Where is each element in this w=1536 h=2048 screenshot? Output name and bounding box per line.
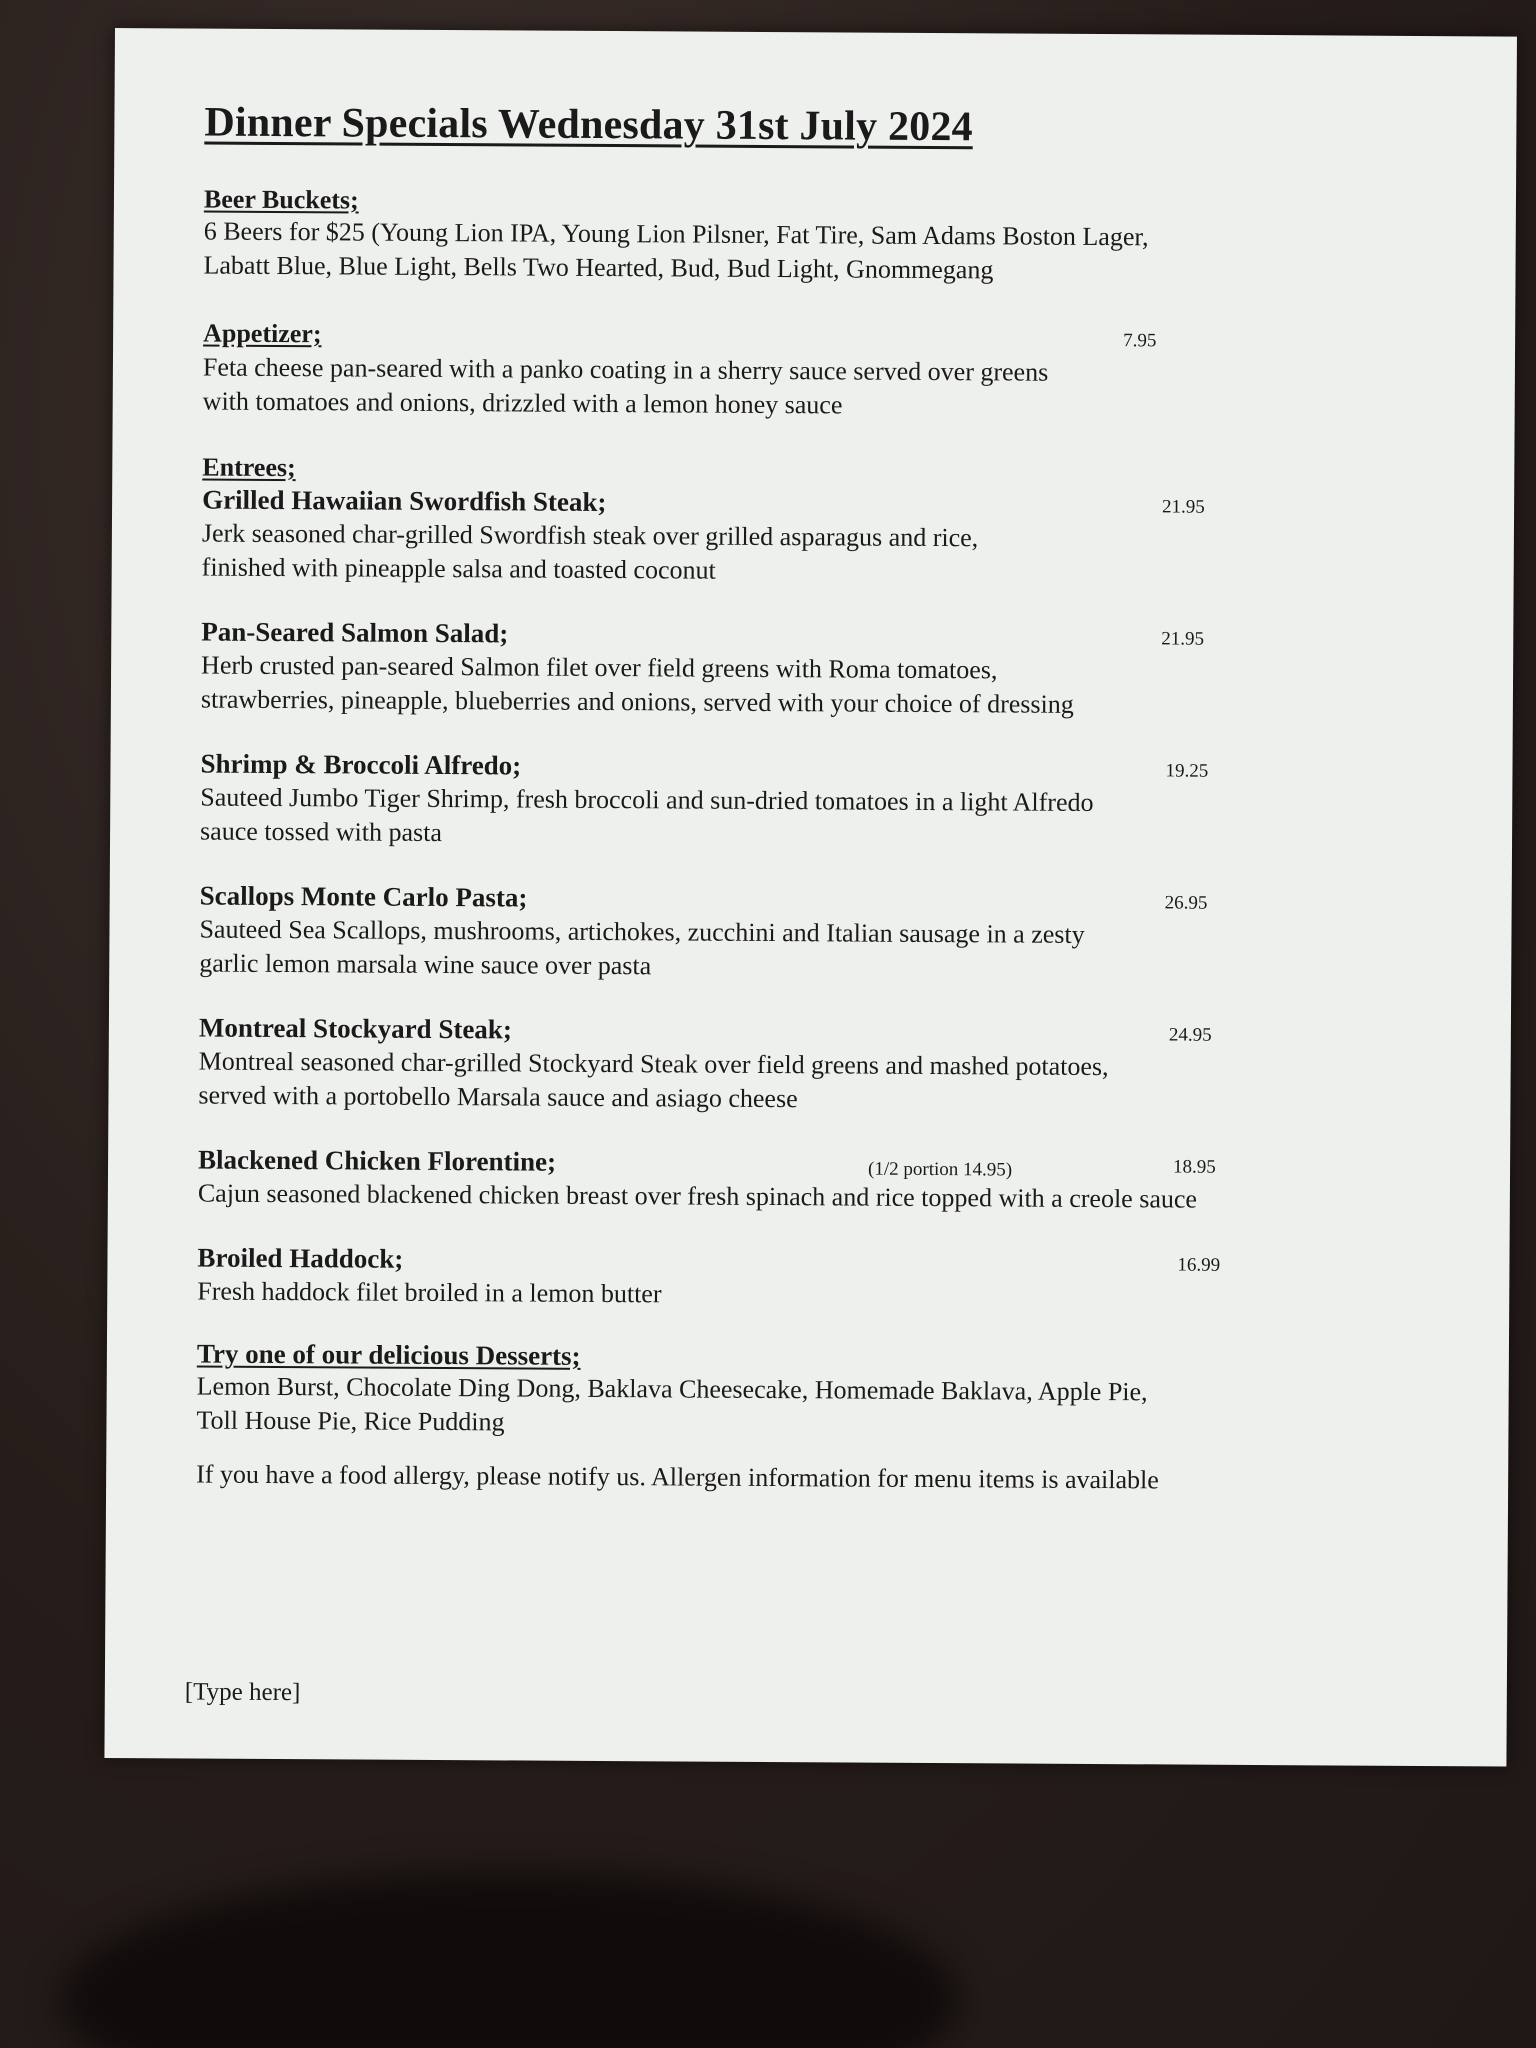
entree-name: Broiled Haddock; <box>197 1242 404 1274</box>
appetizer-line-2: with tomatoes and onions, drizzled with a lemon honey sauce <box>202 386 843 420</box>
entree-name: Pan-Seared Salmon Salad; <box>201 616 509 649</box>
entree-desc-line-1: Herb crusted pan-seared Salmon filet over field greens with Roma tomatoes, <box>201 650 998 685</box>
type-here-placeholder: [Type here] <box>184 1678 301 1707</box>
entrees-heading: Entrees; <box>202 452 296 483</box>
appetizer-section <box>203 317 1434 427</box>
entree-desc-line-1: Sauteed Sea Scallops, mushrooms, artichokes, zucchini and Italian sausage in a zesty <box>199 914 1085 949</box>
beer-buckets-section <box>203 185 1434 291</box>
desserts-section <box>196 1339 1427 1446</box>
entree-name: Scallops Monte Carlo Pasta; <box>199 880 528 913</box>
entrees-section <box>197 453 1432 1316</box>
entree-price: 21.95 <box>1161 628 1205 650</box>
entree-item <box>198 1143 1428 1219</box>
menu-sheet <box>104 28 1517 1767</box>
entree-desc-line-1: Jerk seasoned char-grilled Swordfish steak over grilled asparagus and rice, <box>201 518 979 553</box>
entree-desc-line-2: finished with pineapple salsa and toasted coconut <box>201 552 716 585</box>
entree-item <box>202 483 1433 593</box>
entree-price: 21.95 <box>1162 496 1205 518</box>
page-title: Dinner Specials Wednesday 31st July 2024 <box>204 99 973 151</box>
beer-buckets-heading: Beer Buckets; <box>203 184 359 215</box>
entree-desc-line-1: Cajun seasoned blackened chicken breast over fresh spinach and rice topped with a creole sauce <box>197 1178 1198 1214</box>
entree-item <box>200 747 1431 857</box>
menu-content <box>196 99 1434 1497</box>
entree-price: 19.25 <box>1165 760 1209 782</box>
entree-desc-line-1: Fresh haddock filet broiled in a lemon butter <box>197 1276 662 1309</box>
entree-desc-line-2: served with a portobello Marsala sauce and asiago cheese <box>198 1080 798 1114</box>
entree-price: 18.95 <box>1172 1156 1216 1178</box>
allergy-notice: If you have a food allergy, please notify us. Allergen information for menu items is available <box>196 1459 1159 1495</box>
beer-buckets-line-2: Labatt Blue, Blue Light, Bells Two Hearted, Bud, Bud Light, Gnommegang <box>203 250 994 285</box>
half-portion-price: (1/2 portion 14.95) <box>867 1158 1013 1181</box>
entree-price: 24.95 <box>1168 1024 1212 1046</box>
entree-name: Shrimp & Broccoli Alfredo; <box>200 748 522 781</box>
entree-item <box>197 1241 1427 1317</box>
beer-buckets-line-1: 6 Beers for $25 (Young Lion IPA, Young Lion Pilsner, Fat Tire, Sam Adams Boston Lager, <box>203 216 1149 252</box>
appetizer-line-1: Feta cheese pan-seared with a panko coating in a sherry sauce served over greens <box>202 352 1049 387</box>
entree-item <box>198 1011 1429 1121</box>
entree-price: 26.95 <box>1164 892 1208 914</box>
entree-desc-line-2: sauce tossed with pasta <box>200 816 443 848</box>
entree-name: Montreal Stockyard Steak; <box>198 1012 512 1045</box>
desserts-line-1: Lemon Burst, Chocolate Ding Dong, Baklava Cheesecake, Homemade Baklava, Apple Pie, <box>196 1371 1148 1407</box>
entree-item <box>199 879 1430 989</box>
entree-desc-line-2: strawberries, pineapple, blueberries and onions, served with your choice of dressing <box>200 684 1074 719</box>
appetizer-price: 7.95 <box>1123 330 1157 352</box>
entree-name: Blackened Chicken Florentine; <box>197 1144 557 1177</box>
appetizer-heading: Appetizer; <box>203 318 322 349</box>
entree-desc-line-2: garlic lemon marsala wine sauce over pasta <box>199 948 652 981</box>
entree-price: 16.99 <box>1177 1254 1221 1276</box>
entree-desc-line-1: Sauteed Jumbo Tiger Shrimp, fresh broccoli and sun-dried tomatoes in a light Alfredo <box>200 782 1094 817</box>
entree-item <box>201 615 1432 725</box>
entree-desc-line-1: Montreal seasoned char-grilled Stockyard Steak over field greens and mashed potatoes, <box>198 1046 1109 1082</box>
entree-name: Grilled Hawaiian Swordfish Steak; <box>202 484 607 518</box>
desserts-heading: Try one of our delicious Desserts; <box>196 1338 581 1371</box>
desserts-line-2: Toll House Pie, Rice Pudding <box>196 1405 505 1437</box>
